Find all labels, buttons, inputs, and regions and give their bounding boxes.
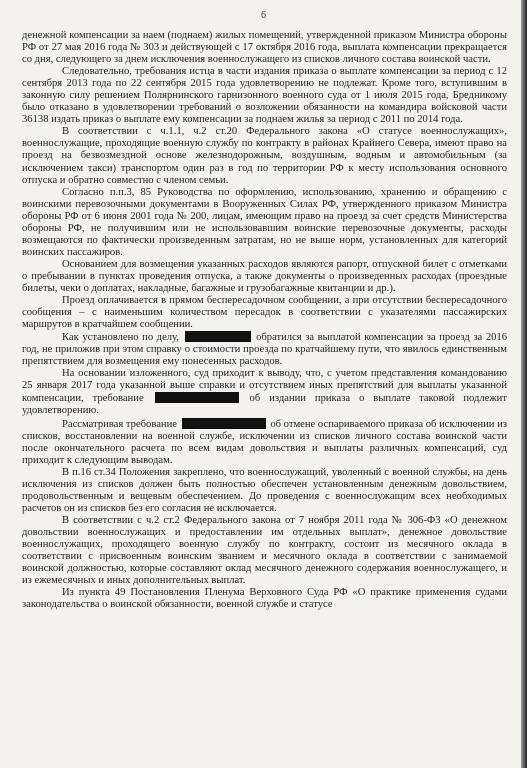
paragraph: Из пункта 49 Постановления Пленума Верховного Суда РФ «О практике применения судами законодательства о воинской обязанности, военной службе и статусе (22, 587, 507, 611)
paragraph: В соответствии с ч.1.1, ч.2 ст.20 Федерального закона «О статусе военнослужащих», военнослужащие, проходящие военную службу по контракту в районах Крайнего Севера, имеют право на проезд на безвозмездной основе железнодорожным, воздушным, водным и автомобильным (за исключением такси) транспортом один раз в год по территории РФ к месту использования основного отпуска и обратно совместно с членом семьи. (22, 126, 507, 186)
redaction-block (155, 392, 239, 403)
paragraph: денежной компенсации за наем (поднаем) жилых помещений, утвержденной приказом Министра обороны РФ от 27 мая 2016 года № 303 и действующей с 17 октября 2016 года, выплата компенсации прекращается со дня, следующего за днем исключения военнослужащего из списков личного состава воинской части. (22, 30, 507, 66)
paragraph-text: об издании приказа о выплате таковой подлежит удовлетворению. (22, 393, 507, 417)
scan-edge (521, 0, 527, 768)
paragraph (22, 418, 507, 467)
paragraph (22, 331, 507, 368)
redaction-block (182, 418, 266, 429)
paragraph-text: об отмене оспариваемого приказа об исключении из списков, восстановлении на военной службе, исключении из списков личного состава воинской части после окончательного расчета по всем видам довольствия и выплаты различных компенсаций, суд приходит к следующим выводам. (22, 418, 507, 466)
paragraph: В соответствии с ч.2 ст.2 Федерального закона от 7 ноября 2011 года № 306-ФЗ «О денежном довольствии военнослужащих и предоставлении им отдельных выплат», денежное довольствие военнослужащих, проходящего военную службу по контракту, состоит из месячного оклада в соответствии с присвоенным воинским званием и месячного оклада в соответствии с занимаемой воинской должностью, которые составляют оклад месячного денежного содержания военнослужащего, и из ежемесячных и иных дополнительных выплат. (22, 514, 507, 587)
paragraph-text: Как установлено по делу, (62, 332, 183, 344)
paragraph: Согласно п.п.3, 85 Руководства по оформлению, использованию, хранению и обращению с воинскими перевозочными документами в Вооруженных Силах РФ, утвержденного приказом Министра обороны РФ от 6 июня 2001 года № 200, лицам, имеющим право на проезд за счет средств Министерства обороны РФ, не получившим или не использовавшим воинские перевозочные документы, расходы возмещаются по фактически произведенным затратам, но не выше норм, установленных для категорий воинских пассажиров. (22, 186, 507, 258)
page-number: 6 (261, 10, 266, 21)
paragraph-text: На основании изложенного, суд приходит к выводу, что, с учетом представления командованию 25 января 2017 года указанной выше справки и отсутствием иных препятствий для выплаты указанной компенсации, требование (22, 368, 507, 405)
paragraph: В п.16 ст.34 Положения закреплено, что военнослужащий, уволенный с военной службы, на день исключения из списков должен быть полностью обеспечен установленным денежным довольствием, продовольственным и вещевым обеспечением. До проведения с военнослужащим всех необходимых расчетов он из списков без его согласия не исключается. (22, 466, 507, 514)
paragraph-text: Рассматривая требование (62, 418, 180, 430)
paragraph: Основанием для возмещения указанных расходов являются рапорт, отпускной билет с отметками о пребывании в пунктах проведения отпуска, а также документы о произведенных расходах (проездные билеты, чеки о доплатах, накладные, багажные и грузобагажные квитанции и др.). (22, 258, 507, 294)
paragraph-text: обратился за выплатой компенсации за проезд за 2016 год, не приложив при этом справку о стоимости проезда по кратчайшему пути, что явилось единственным препятствием для возмещения ему понесенных расходов. (22, 332, 508, 368)
redaction-block (185, 331, 251, 342)
document-body (22, 30, 507, 611)
paragraph (22, 368, 507, 417)
paragraph: Следовательно, требования истца в части издания приказа о выплате компенсации за период с 12 сентября 2013 года по 22 сентября 2015 года удовлетворению не подлежат. Кроме того, вступившим в законную силу решением Полярнинского гарнизонного военного суда от 1 июля 2015 года, Бредникому было отказано в удовлетворении требований о возложении обязанности на командира войсковой части 36138 издать приказ о выплате ему компенсации за поднаем жилья за период с 2011 по 2014 года. (22, 66, 507, 126)
paragraph: Проезд оплачивается в прямом беспересадочном сообщении, а при отсутствии беспересадочного сообщения – с наименьшим количеством пересадок в соответствии с указателями пассажирских маршрутов в кратчайшем сообщении. (22, 295, 507, 331)
